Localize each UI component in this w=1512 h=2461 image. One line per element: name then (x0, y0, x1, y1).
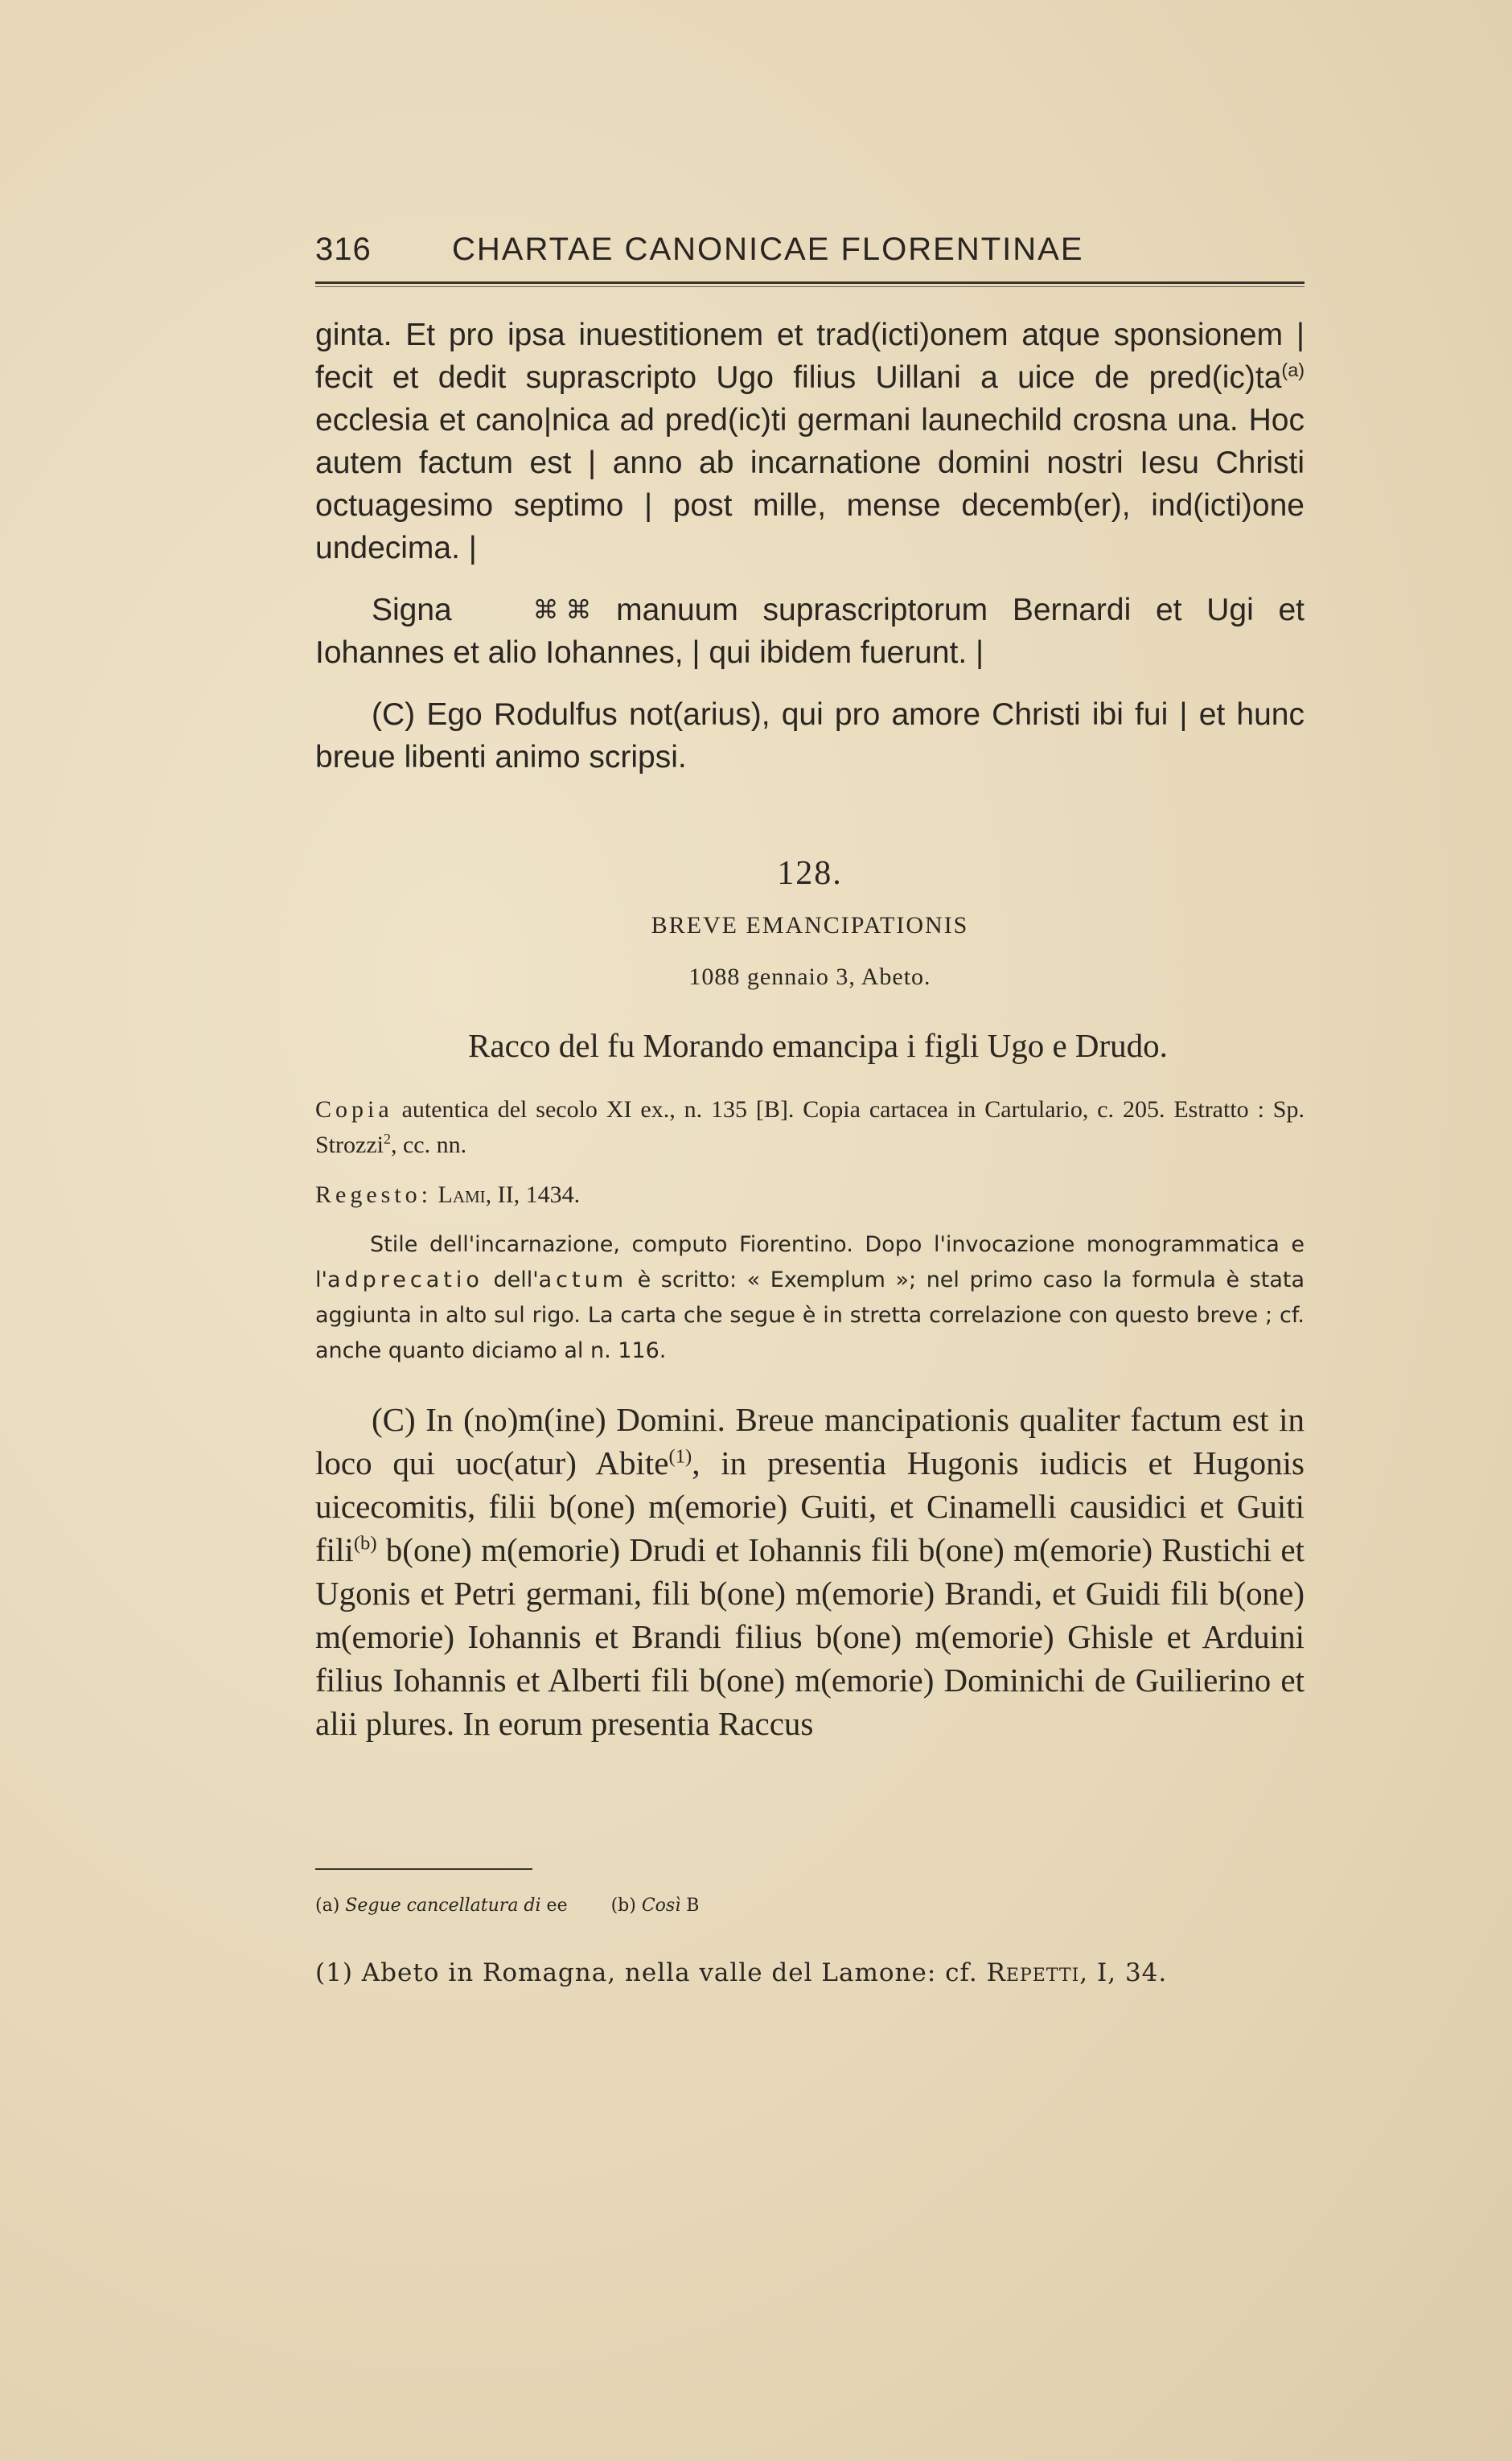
text-segment: ecclesia et cano|nica ad pred(ic)ti germani launechild crosna una. Hoc autem factum est | anno ab incarnatione domini nostri Iesu Christi octuagesimo septimo | post mille, mense decemb(er), ind(icti)one undecima. | (315, 403, 1305, 565)
header-rule-thin (315, 286, 1305, 287)
document-summary: Racco del fu Morando emancipa i figli Ugo e Drudo. (468, 1027, 1168, 1064)
header-rule (315, 281, 1305, 284)
page-number: 316 (315, 232, 372, 267)
text-segment: autentica del secolo XI ex., n. 135 [B]. Copia cartacea in Cartulario, c. 205. Estratto : Sp. Strozzi (315, 1096, 1305, 1158)
text-segment: Stile dell'incarnazione, computo Fiorentino. Dopo l'invocazione monogrammatica e l' (315, 1232, 1305, 1292)
signa-paragraph (315, 589, 1305, 674)
regesto-label: Regesto: (315, 1181, 432, 1208)
footnote-label: (b) (610, 1896, 636, 1916)
historical-footnote (315, 1958, 1167, 1987)
regesto-reference: , II, 1434. (485, 1181, 581, 1208)
document-title: BREVE EMANCIPATIONIS (651, 912, 969, 939)
footnote-text: Così (641, 1896, 681, 1916)
footnote-author: Repetti (986, 1958, 1080, 1987)
manuscript-tradition (315, 1092, 1305, 1163)
regesto-author: Lami (438, 1181, 486, 1208)
running-title: CHARTAE CANONICAE FLORENTINAE (452, 232, 1084, 267)
superscript: 2 (383, 1131, 391, 1147)
footnote-marker: (1) (668, 1445, 692, 1468)
text-segment: , in presentia Hugonis iudicis et Hugonis uicecomitis, filii b(one) m(emorie) Guiti, et Cinamelli causidici et Guiti fili (315, 1444, 1305, 1568)
document-number: 128. (777, 855, 843, 892)
document-text (315, 1398, 1305, 1745)
footnote-marker: (a) (1281, 359, 1305, 380)
footnote-rule (315, 1868, 532, 1870)
footnote-marker: (b) (353, 1532, 377, 1555)
footnote-text: ee (546, 1896, 568, 1916)
previous-document-text (315, 314, 1305, 569)
book-page (315, 225, 1305, 1987)
critical-apparatus (315, 1896, 699, 1916)
text-segment: ginta. Et pro ipsa inuestitionem et trad(icti)onem atque sponsionem | fecit et dedit suprascripto Ugo filius Uillani a uice de pred(ic)ta (315, 318, 1305, 395)
page-header (315, 225, 1305, 281)
footnote-text: (1) Abeto in Romagna, nella valle del Lamone: cf. (315, 1958, 978, 1987)
tradition-label: Copia (315, 1096, 393, 1123)
text-segment: , cc. nn. (390, 1132, 467, 1158)
regesto-line (315, 1177, 1305, 1213)
spaced-term: actum (538, 1267, 628, 1292)
page-body (315, 314, 1305, 1745)
document-date: 1088 gennaio 3, Abeto. (688, 963, 931, 990)
footnote-text: Segue cancellatura di (345, 1896, 541, 1916)
text-segment: manuum suprascriptorum Bernardi et Ugi et Iohannes et alio Iohannes, | qui ibidem fuerunt. | (315, 593, 1305, 670)
footnote-text: B (686, 1896, 700, 1916)
notary-subscription: (C) Ego Rodulfus not(arius), qui pro amore Christi ibi fui | et hunc breue libenti animo scripsi. (315, 697, 1305, 774)
text-segment: dell' (483, 1267, 539, 1292)
text-segment: b(one) m(emorie) Drudi et Iohannis fili b(one) m(emorie) Rustichi et Ugonis et Petri germani, fili b(one) m(emorie) Brandi, et Guidi fili b(one) m(emorie) Iohannis et Brandi filius b(one) m(emorie) Ghisle et Arduini filius Iohannis et Alberti fili b(one) m(emorie) Dominichi de Guilierino et alii plures. In eorum presentia Raccus (315, 1531, 1305, 1742)
editorial-notes (315, 1227, 1305, 1369)
footnote-label: (a) (315, 1896, 340, 1916)
signum-cross-icon: ⌘ ⌘ (532, 595, 592, 624)
text-segment: è scritto: « Exemplum »; nel primo caso la formula è stata aggiunta in alto sul rigo. La carta che segue è in stretta correlazione con questo breve ; cf. anche quanto diciamo al n. 116. (315, 1267, 1305, 1363)
signa-label: Signa (372, 593, 452, 627)
footnote-reference: , I, 34. (1079, 1958, 1168, 1987)
text-segment: (C) In (no)m(ine) Domini. Breue mancipationis qualiter factum est in loco qui uoc(atur) Abite (315, 1401, 1305, 1481)
spaced-term: adprecatio (327, 1267, 483, 1292)
